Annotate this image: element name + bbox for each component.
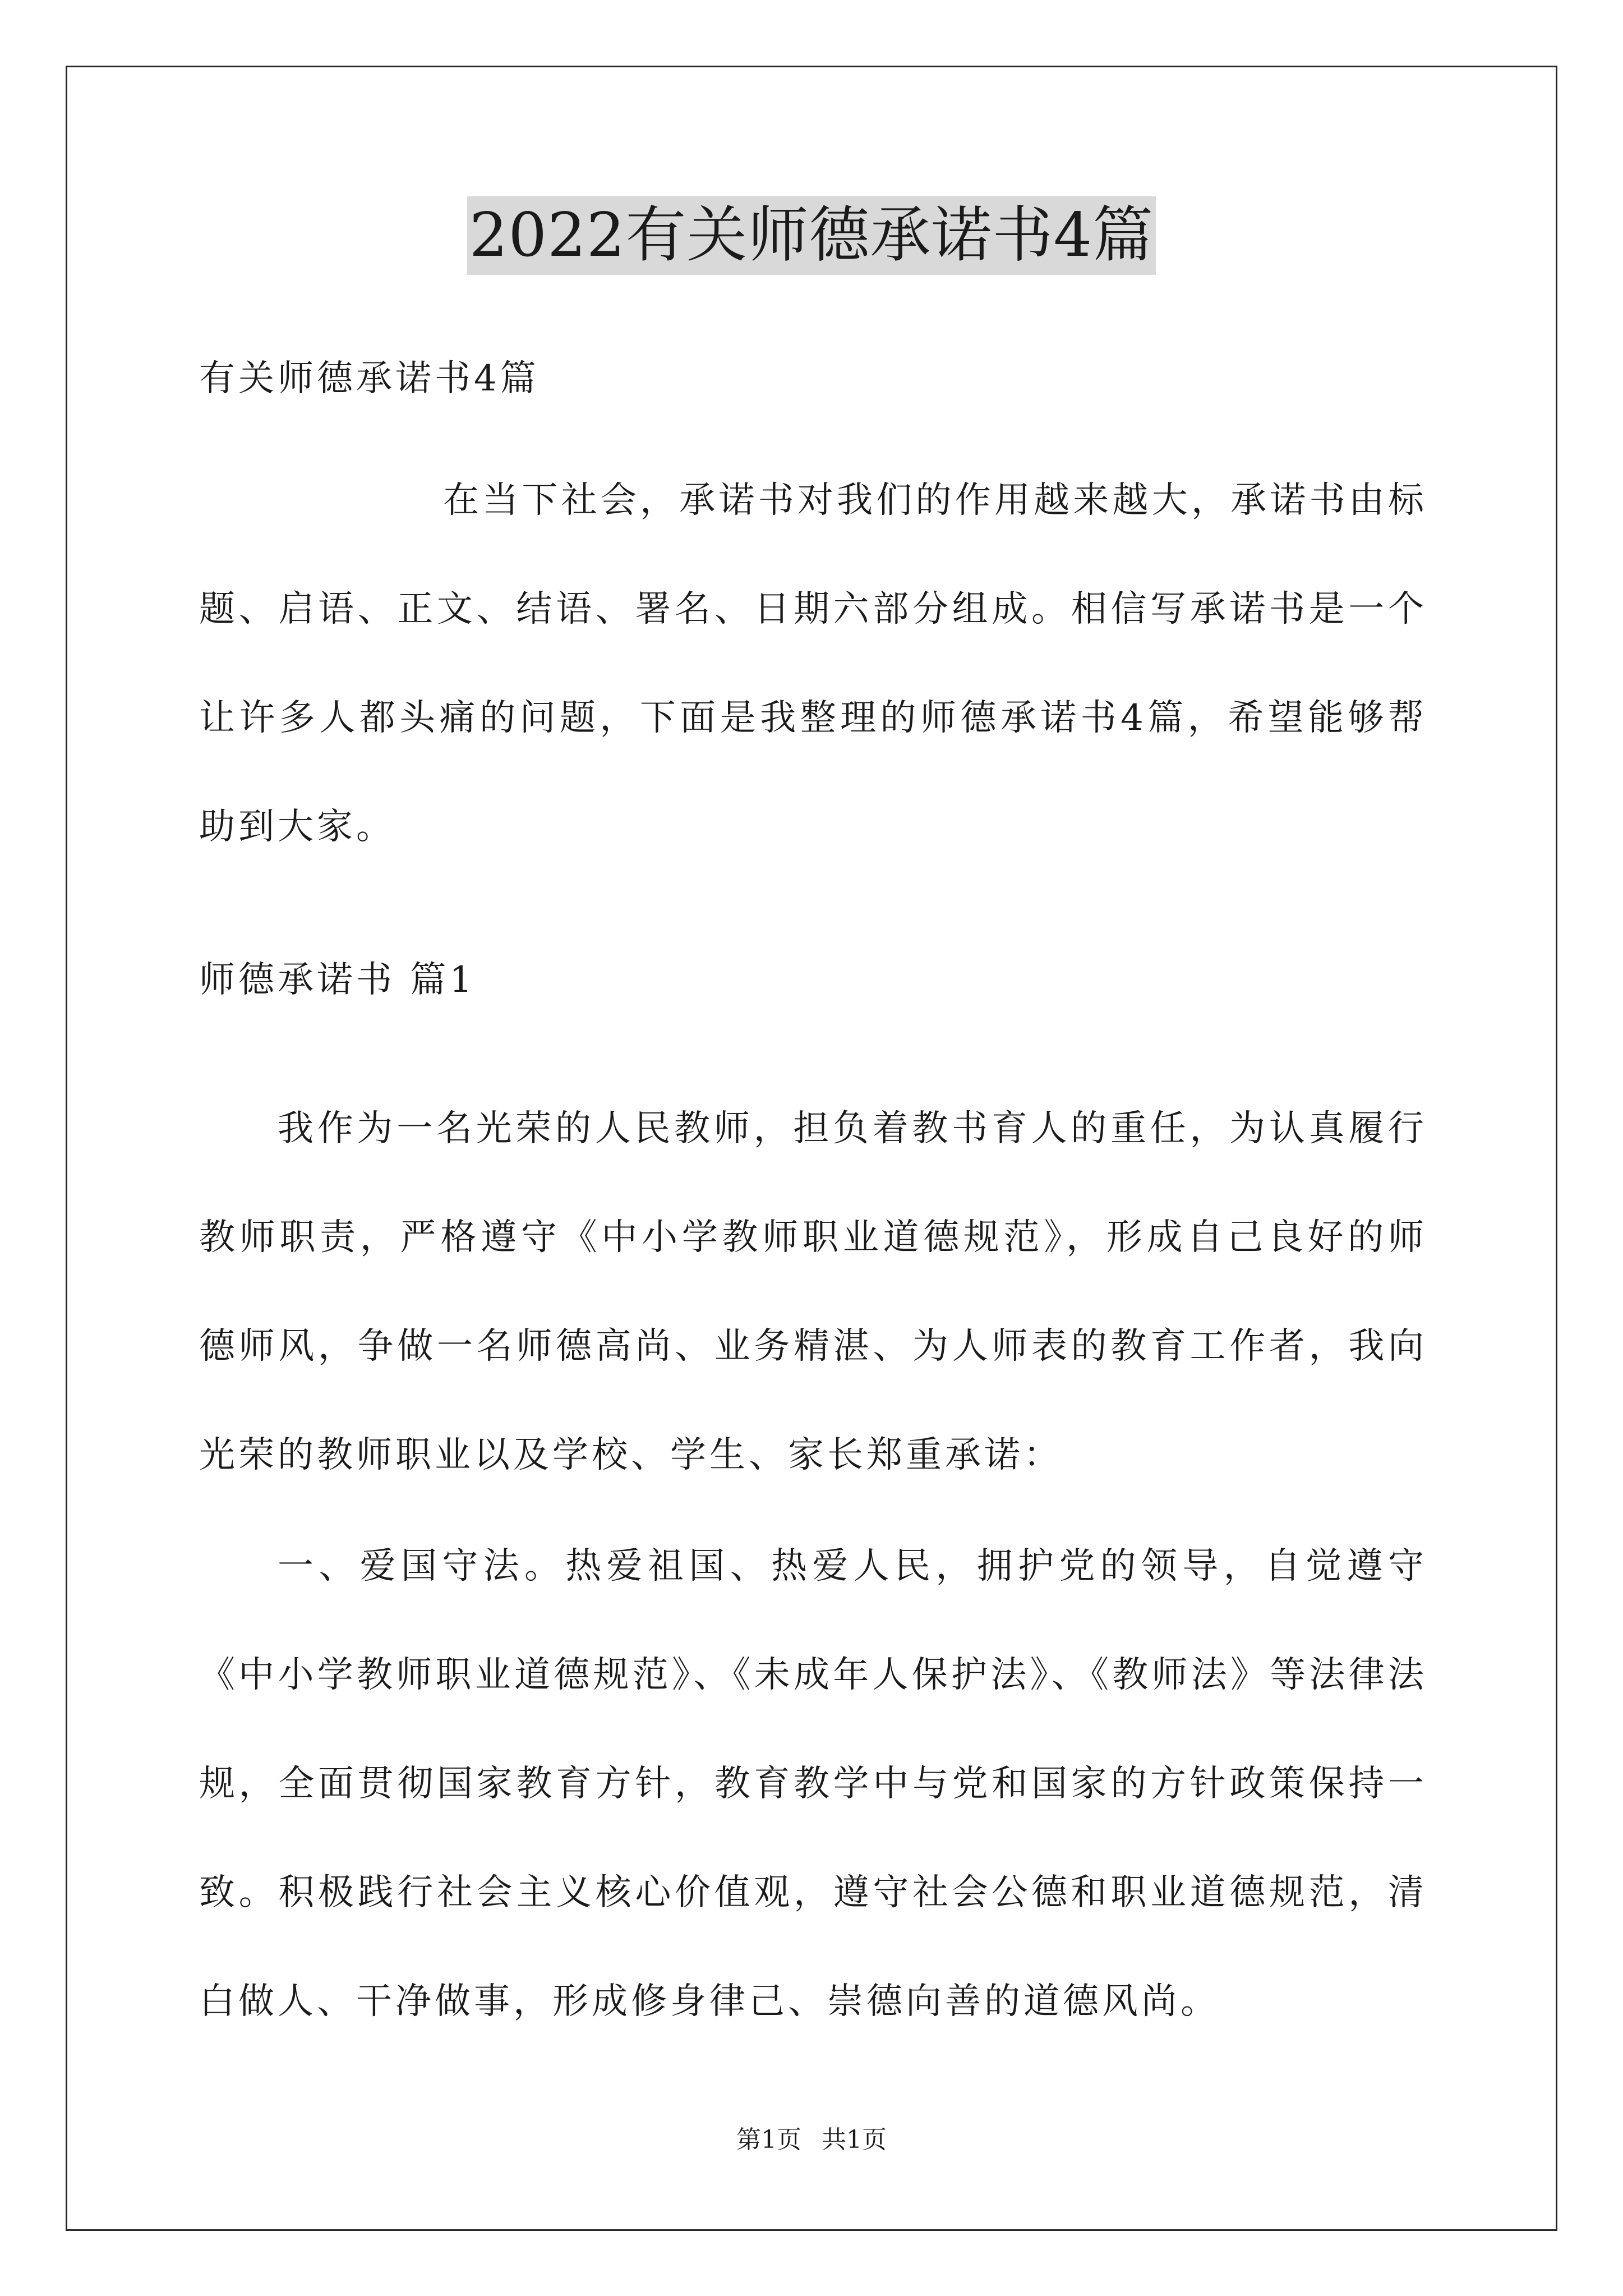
title-container xyxy=(0,196,1623,275)
page-total: 共1页 xyxy=(822,2125,887,2154)
page-footer xyxy=(0,2123,1623,2157)
section-heading: 师德承诺书 篇1 xyxy=(199,959,476,1001)
body-paragraph-2: 一、爱国守法。热爱祖国、热爱人民，拥护党的领导，自觉遵守《中小学教师职业道德规范》、《未成年人保护法》、《教师法》等法律法规，全面贯彻国家教育方针，教育教学中与党和国家的方针政策保持一致。积极践行社会主义核心价值观，遵守社会公德和职业道德规范，清白做人、干净做事，形成修身律己、崇德向善的道德风尚。 xyxy=(199,1545,1427,2022)
body-paragraph-1: 我作为一名光荣的人民教师，担负着教书育人的重任，为认真履行教师职责，严格遵守《中小学教师职业道德规范》，形成自己良好的师德师风，争做一名师德高尚、业务精湛、为人师表的教育工作者，我向光荣的教师职业以及学校、学生、家长郑重承诺： xyxy=(199,1108,1427,1476)
document-subtitle: 有关师德承诺书4篇 xyxy=(199,358,540,399)
page-number: 第1页 xyxy=(736,2125,801,2154)
intro-paragraph: 在当下社会，承诺书对我们的作用越来越大，承诺书由标题、启语、正文、结语、署名、日期六部分组成。相信写承诺书是一个让许多人都头痛的问题，下面是我整理的师德承诺书4篇，希望能够帮助到大家。 xyxy=(199,480,1427,848)
document-title: 2022有关师德承诺书4篇 xyxy=(467,196,1156,275)
